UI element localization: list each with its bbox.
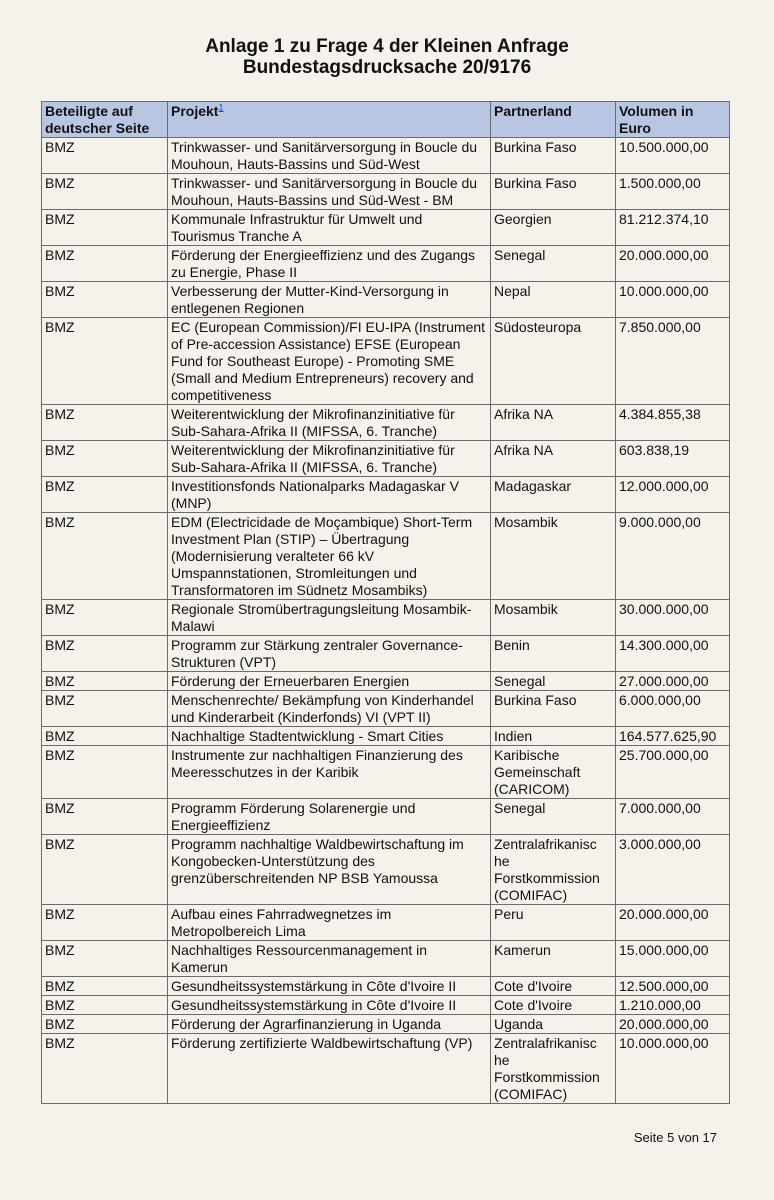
cell-projekt: Menschenrechte/ Bekämpfung von Kinderhandel und Kinderarbeit (Kinderfonds) VI (VPT II) bbox=[168, 691, 491, 727]
cell-volumen: 12.000.000,00 bbox=[616, 477, 730, 513]
header-projekt bbox=[168, 102, 491, 138]
table-row bbox=[42, 905, 730, 941]
table-row bbox=[42, 799, 730, 835]
cell-projekt: Investitionsfonds Nationalparks Madagaskar V (MNP) bbox=[168, 477, 491, 513]
cell-partnerland: Karibische Gemeinschaft (CARICOM) bbox=[491, 746, 616, 799]
cell-projekt: Instrumente zur nachhaltigen Finanzierung des Meeresschutzes in der Karibik bbox=[168, 746, 491, 799]
cell-partnerland: Zentralafrikanisc he Forstkommission (COMIFAC) bbox=[491, 835, 616, 905]
cell-projekt: Gesundheitssystemstärkung in Côte d'Ivoire II bbox=[168, 977, 491, 996]
cell-partnerland: Senegal bbox=[491, 246, 616, 282]
cell-partnerland: Madagaskar bbox=[491, 477, 616, 513]
cell-volumen: 6.000.000,00 bbox=[616, 691, 730, 727]
cell-projekt: Programm nachhaltige Waldbewirtschaftung im Kongobecken-Unterstützung des grenzüberschreitenden NP BSB Yamoussa bbox=[168, 835, 491, 905]
cell-beteiligte: BMZ bbox=[42, 977, 168, 996]
cell-volumen: 164.577.625,90 bbox=[616, 727, 730, 746]
cell-projekt: Trinkwasser- und Sanitärversorgung in Boucle du Mouhoun, Hauts-Bassins und Süd-West bbox=[168, 138, 491, 174]
table-row bbox=[42, 600, 730, 636]
cell-projekt: Regionale Stromübertragungsleitung Mosambik-Malawi bbox=[168, 600, 491, 636]
cell-beteiligte: BMZ bbox=[42, 138, 168, 174]
cell-partnerland: Senegal bbox=[491, 672, 616, 691]
cell-beteiligte: BMZ bbox=[42, 996, 168, 1015]
cell-volumen: 25.700.000,00 bbox=[616, 746, 730, 799]
table-row bbox=[42, 941, 730, 977]
table-row bbox=[42, 138, 730, 174]
cell-beteiligte: BMZ bbox=[42, 441, 168, 477]
cell-volumen: 10.000.000,00 bbox=[616, 1034, 730, 1104]
table-row bbox=[42, 691, 730, 727]
cell-partnerland: Senegal bbox=[491, 799, 616, 835]
cell-beteiligte: BMZ bbox=[42, 477, 168, 513]
cell-volumen: 603.838,19 bbox=[616, 441, 730, 477]
cell-volumen: 10.000.000,00 bbox=[616, 282, 730, 318]
header-beteiligte: Beteiligte auf deutscher Seite bbox=[42, 102, 168, 138]
cell-beteiligte: BMZ bbox=[42, 246, 168, 282]
cell-projekt: Förderung der Erneuerbaren Energien bbox=[168, 672, 491, 691]
cell-partnerland: Zentralafrikanisc he Forstkommission (COMIFAC) bbox=[491, 1034, 616, 1104]
cell-volumen: 9.000.000,00 bbox=[616, 513, 730, 600]
cell-projekt: Förderung der Energieeffizienz und des Zugangs zu Energie, Phase II bbox=[168, 246, 491, 282]
cell-beteiligte: BMZ bbox=[42, 282, 168, 318]
cell-volumen: 4.384.855,38 bbox=[616, 405, 730, 441]
cell-partnerland: Nepal bbox=[491, 282, 616, 318]
cell-volumen: 30.000.000,00 bbox=[616, 600, 730, 636]
cell-projekt: Verbesserung der Mutter-Kind-Versorgung in entlegenen Regionen bbox=[168, 282, 491, 318]
cell-beteiligte: BMZ bbox=[42, 835, 168, 905]
cell-beteiligte: BMZ bbox=[42, 210, 168, 246]
table-row bbox=[42, 746, 730, 799]
cell-partnerland: Mosambik bbox=[491, 513, 616, 600]
cell-volumen: 81.212.374,10 bbox=[616, 210, 730, 246]
cell-beteiligte: BMZ bbox=[42, 941, 168, 977]
cell-volumen: 1.210.000,00 bbox=[616, 996, 730, 1015]
cell-volumen: 7.850.000,00 bbox=[616, 318, 730, 405]
cell-beteiligte: BMZ bbox=[42, 513, 168, 600]
table-row bbox=[42, 282, 730, 318]
cell-volumen: 15.000.000,00 bbox=[616, 941, 730, 977]
cell-partnerland: Kamerun bbox=[491, 941, 616, 977]
cell-projekt: Programm Förderung Solarenergie und Energieeffizienz bbox=[168, 799, 491, 835]
document-title bbox=[0, 36, 774, 78]
cell-partnerland: Cote d'Ivoire bbox=[491, 996, 616, 1015]
table-header-row bbox=[42, 102, 730, 138]
cell-beteiligte: BMZ bbox=[42, 600, 168, 636]
cell-beteiligte: BMZ bbox=[42, 746, 168, 799]
cell-beteiligte: BMZ bbox=[42, 691, 168, 727]
cell-projekt: Weiterentwicklung der Mikrofinanzinitiative für Sub-Sahara-Afrika II (MIFSSA, 6. Tranche) bbox=[168, 405, 491, 441]
table-row bbox=[42, 636, 730, 672]
cell-projekt: Gesundheitssystemstärkung in Côte d'Ivoire II bbox=[168, 996, 491, 1015]
cell-volumen: 7.000.000,00 bbox=[616, 799, 730, 835]
cell-partnerland: Burkina Faso bbox=[491, 138, 616, 174]
cell-partnerland: Afrika NA bbox=[491, 405, 616, 441]
header-partnerland: Partnerland bbox=[491, 102, 616, 138]
cell-projekt: Weiterentwicklung der Mikrofinanzinitiative für Sub-Sahara-Afrika II (MIFSSA, 6. Tranche) bbox=[168, 441, 491, 477]
table-row bbox=[42, 1015, 730, 1034]
cell-partnerland: Afrika NA bbox=[491, 441, 616, 477]
table-row bbox=[42, 672, 730, 691]
cell-partnerland: Burkina Faso bbox=[491, 691, 616, 727]
cell-partnerland: Mosambik bbox=[491, 600, 616, 636]
cell-partnerland: Uganda bbox=[491, 1015, 616, 1034]
cell-projekt: Aufbau eines Fahrradwegnetzes im Metropolbereich Lima bbox=[168, 905, 491, 941]
page-number: Seite 5 von 17 bbox=[633, 1130, 717, 1145]
cell-projekt: Nachhaltige Stadtentwicklung - Smart Cities bbox=[168, 727, 491, 746]
cell-projekt: Nachhaltiges Ressourcenmanagement in Kamerun bbox=[168, 941, 491, 977]
cell-partnerland: Cote d'Ivoire bbox=[491, 977, 616, 996]
cell-beteiligte: BMZ bbox=[42, 799, 168, 835]
cell-volumen: 12.500.000,00 bbox=[616, 977, 730, 996]
table-row bbox=[42, 727, 730, 746]
cell-volumen: 14.300.000,00 bbox=[616, 636, 730, 672]
cell-beteiligte: BMZ bbox=[42, 318, 168, 405]
table-row bbox=[42, 835, 730, 905]
table-row bbox=[42, 318, 730, 405]
table-row bbox=[42, 1034, 730, 1104]
cell-projekt: Kommunale Infrastruktur für Umwelt und Tourismus Tranche A bbox=[168, 210, 491, 246]
cell-volumen: 20.000.000,00 bbox=[616, 246, 730, 282]
table-body bbox=[42, 138, 730, 1104]
table-row bbox=[42, 477, 730, 513]
table-row bbox=[42, 246, 730, 282]
cell-partnerland: Benin bbox=[491, 636, 616, 672]
cell-projekt: Programm zur Stärkung zentraler Governance-Strukturen (VPT) bbox=[168, 636, 491, 672]
table-row bbox=[42, 996, 730, 1015]
table-row bbox=[42, 405, 730, 441]
projects-table bbox=[41, 101, 730, 1104]
cell-partnerland: Peru bbox=[491, 905, 616, 941]
cell-beteiligte: BMZ bbox=[42, 727, 168, 746]
cell-partnerland: Burkina Faso bbox=[491, 174, 616, 210]
cell-volumen: 1.500.000,00 bbox=[616, 174, 730, 210]
header-projekt-label: Projekt bbox=[171, 103, 219, 119]
table-row bbox=[42, 441, 730, 477]
title-line-1: Anlage 1 zu Frage 4 der Kleinen Anfrage bbox=[205, 36, 569, 57]
footnote-link[interactable]: 1 bbox=[218, 102, 224, 113]
cell-projekt: Trinkwasser- und Sanitärversorgung in Boucle du Mouhoun, Hauts-Bassins und Süd-West - BM bbox=[168, 174, 491, 210]
cell-partnerland: Südosteuropa bbox=[491, 318, 616, 405]
cell-beteiligte: BMZ bbox=[42, 1015, 168, 1034]
cell-volumen: 20.000.000,00 bbox=[616, 905, 730, 941]
header-volumen: Volumen in Euro bbox=[616, 102, 730, 138]
cell-projekt: EC (European Commission)/FI EU-IPA (Instrument of Pre-accession Assistance) EFSE (European Fund for Southeast Europe) - Promoting SME (Small and Medium Entrepreneurs) recovery and competitiveness bbox=[168, 318, 491, 405]
cell-volumen: 10.500.000,00 bbox=[616, 138, 730, 174]
title-line-2: Bundestagsdrucksache 20/9176 bbox=[242, 57, 532, 78]
cell-beteiligte: BMZ bbox=[42, 672, 168, 691]
table-row bbox=[42, 210, 730, 246]
cell-projekt: EDM (Electricidade de Moçambique) Short-Term Investment Plan (STIP) – Übertragung (Modernisierung veralteter 66 kV Umspannstationen, Stromleitungen und Transformatoren im Südnetz Mosambiks) bbox=[168, 513, 491, 600]
cell-projekt: Förderung der Agrarfinanzierung in Uganda bbox=[168, 1015, 491, 1034]
table-row bbox=[42, 174, 730, 210]
cell-projekt: Förderung zertifizierte Waldbewirtschaftung (VP) bbox=[168, 1034, 491, 1104]
table-row bbox=[42, 513, 730, 600]
table-row bbox=[42, 977, 730, 996]
cell-beteiligte: BMZ bbox=[42, 1034, 168, 1104]
cell-beteiligte: BMZ bbox=[42, 174, 168, 210]
cell-volumen: 27.000.000,00 bbox=[616, 672, 730, 691]
cell-beteiligte: BMZ bbox=[42, 636, 168, 672]
cell-beteiligte: BMZ bbox=[42, 905, 168, 941]
cell-partnerland: Georgien bbox=[491, 210, 616, 246]
cell-volumen: 3.000.000,00 bbox=[616, 835, 730, 905]
cell-partnerland: Indien bbox=[491, 727, 616, 746]
cell-beteiligte: BMZ bbox=[42, 405, 168, 441]
cell-volumen: 20.000.000,00 bbox=[616, 1015, 730, 1034]
